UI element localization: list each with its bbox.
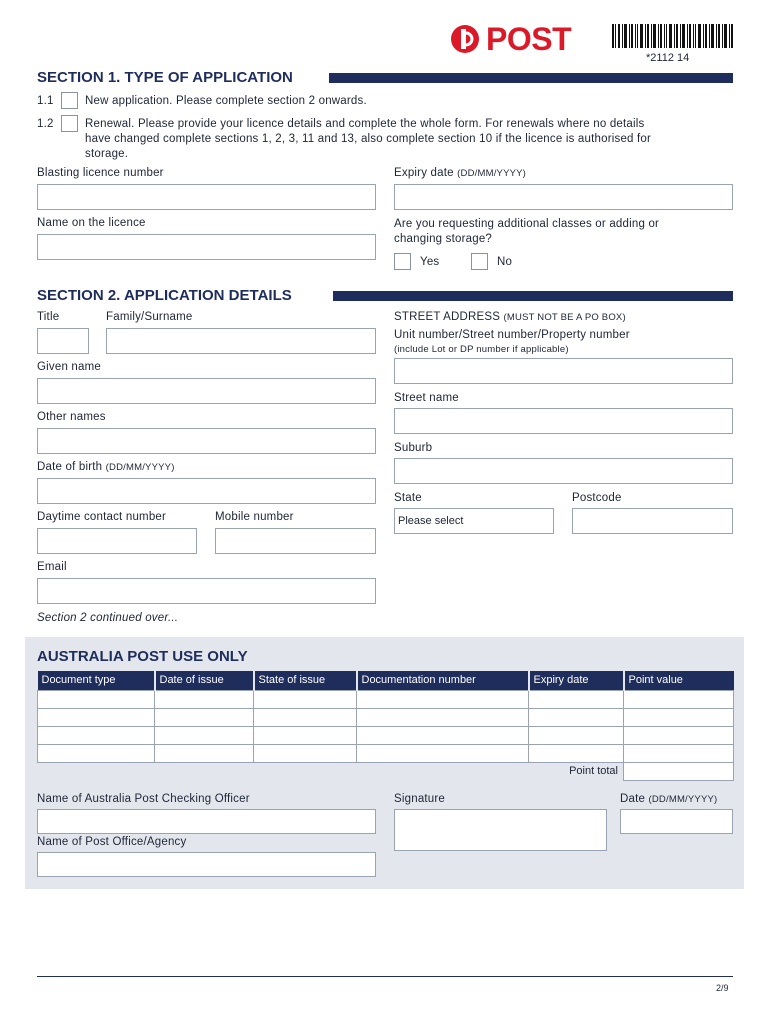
table-cell[interactable] xyxy=(155,726,254,744)
daytime-contact-label: Daytime contact number xyxy=(37,511,167,523)
checking-officer-field[interactable] xyxy=(37,809,376,834)
title-label: Title xyxy=(37,311,60,323)
other-names-field[interactable] xyxy=(37,428,376,454)
col-date-of-issue: Date of issue xyxy=(155,671,254,690)
post-logo-icon xyxy=(450,24,482,54)
table-cell[interactable] xyxy=(624,708,734,726)
barcode xyxy=(612,24,733,48)
table-cell[interactable] xyxy=(357,708,529,726)
table-row xyxy=(38,744,734,762)
form-code: *2112 14 xyxy=(646,52,690,64)
table-cell[interactable] xyxy=(624,690,734,708)
state-select[interactable] xyxy=(394,508,554,534)
table-cell[interactable] xyxy=(529,726,624,744)
option-1-2-line2: have changed complete sections 1, 2, 3, 11 and 13, also complete section 10 if the licence is authorised for xyxy=(85,133,652,145)
suburb-field[interactable] xyxy=(394,458,733,484)
renewal-checkbox[interactable] xyxy=(61,115,78,132)
surname-label: Family/Surname xyxy=(106,311,193,323)
point-total-field[interactable] xyxy=(624,762,734,780)
table-cell[interactable] xyxy=(529,690,624,708)
document-table-header xyxy=(38,671,734,690)
dob-label: Date of birth (DD/MM/YYYY) xyxy=(37,461,175,473)
postcode-label: Postcode xyxy=(572,492,622,504)
state-select-value: Please select xyxy=(398,515,464,527)
option-1-2-number: 1.2 xyxy=(37,118,54,130)
table-cell[interactable] xyxy=(254,690,357,708)
table-cell[interactable] xyxy=(357,726,529,744)
expiry-date-field[interactable] xyxy=(394,184,733,210)
signature-field[interactable] xyxy=(394,809,607,851)
postcode-field[interactable] xyxy=(572,508,733,534)
section1-title: SECTION 1. TYPE OF APPLICATION xyxy=(37,69,293,86)
table-cell[interactable] xyxy=(38,726,155,744)
logo-text: POST xyxy=(486,21,572,57)
footer-rule xyxy=(37,976,733,977)
col-state-of-issue: State of issue xyxy=(254,671,357,690)
additional-question-line2: changing storage? xyxy=(394,233,493,245)
table-cell[interactable] xyxy=(38,690,155,708)
name-on-licence-label: Name on the licence xyxy=(37,217,146,229)
other-names-label: Other names xyxy=(37,411,106,423)
yes-checkbox[interactable] xyxy=(394,253,411,270)
title-field[interactable] xyxy=(37,328,89,354)
table-cell[interactable] xyxy=(155,690,254,708)
officer-date-format: (DD/MM/YYYY) xyxy=(648,794,718,805)
dob-format: (DD/MM/YYYY) xyxy=(105,462,175,473)
table-cell[interactable] xyxy=(155,744,254,762)
street-address-note: (MUST NOT BE A PO BOX) xyxy=(503,312,626,323)
option-1-1-text: New application. Please complete section 2 onwards. xyxy=(85,95,367,107)
suburb-label: Suburb xyxy=(394,442,433,454)
street-address-heading: STREET ADDRESS (MUST NOT BE A PO BOX) xyxy=(394,311,626,323)
table-cell[interactable] xyxy=(529,744,624,762)
checking-officer-label: Name of Australia Post Checking Officer xyxy=(37,793,250,805)
officer-date-field[interactable] xyxy=(620,809,733,834)
table-cell[interactable] xyxy=(357,744,529,762)
section2-title: SECTION 2. APPLICATION DETAILS xyxy=(37,287,292,304)
point-total-row xyxy=(38,762,734,780)
table-row xyxy=(38,726,734,744)
post-office-field[interactable] xyxy=(37,852,376,877)
yes-label: Yes xyxy=(420,256,440,268)
table-cell[interactable] xyxy=(624,744,734,762)
email-field[interactable] xyxy=(37,578,376,604)
page-number: 2/9 xyxy=(716,983,729,993)
blasting-licence-field[interactable] xyxy=(37,184,376,210)
table-cell[interactable] xyxy=(38,708,155,726)
email-label: Email xyxy=(37,561,67,573)
street-name-label: Street name xyxy=(394,392,459,404)
table-cell[interactable] xyxy=(155,708,254,726)
mobile-field[interactable] xyxy=(215,528,376,554)
table-cell[interactable] xyxy=(254,726,357,744)
table-row xyxy=(38,690,734,708)
given-name-field[interactable] xyxy=(37,378,376,404)
col-documentation-number: Documentation number xyxy=(357,671,529,690)
section2-bar xyxy=(333,291,733,301)
table-cell[interactable] xyxy=(529,708,624,726)
no-label: No xyxy=(497,256,513,268)
col-expiry-date: Expiry date xyxy=(529,671,624,690)
option-1-1-number: 1.1 xyxy=(37,95,54,107)
table-cell[interactable] xyxy=(254,708,357,726)
option-1-2-line1: Renewal. Please provide your licence details and complete the whole form. For renewals where no details xyxy=(85,118,645,130)
expiry-date-label: Expiry date (DD/MM/YYYY) xyxy=(394,167,527,179)
table-row xyxy=(38,708,734,726)
point-total-label: Point total xyxy=(569,765,618,778)
expiry-date-format: (DD/MM/YYYY) xyxy=(457,168,527,179)
col-document-type: Document type xyxy=(38,671,155,690)
section2-continued: Section 2 continued over... xyxy=(37,612,179,624)
surname-field[interactable] xyxy=(106,328,376,354)
blasting-licence-label: Blasting licence number xyxy=(37,167,164,179)
signature-label: Signature xyxy=(394,793,446,805)
table-cell[interactable] xyxy=(357,690,529,708)
col-point-value: Point value xyxy=(624,671,734,690)
section1-bar xyxy=(329,73,733,83)
state-label: State xyxy=(394,492,422,504)
post-use-only-title: AUSTRALIA POST USE ONLY xyxy=(37,648,248,665)
name-on-licence-field[interactable] xyxy=(37,234,376,260)
option-1-2-line3: storage. xyxy=(85,148,129,160)
table-cell[interactable] xyxy=(254,744,357,762)
additional-question-line1: Are you requesting additional classes or adding or xyxy=(394,218,660,230)
mobile-label: Mobile number xyxy=(215,511,294,523)
given-name-label: Given name xyxy=(37,361,102,373)
post-office-label: Name of Post Office/Agency xyxy=(37,836,187,848)
australia-post-logo xyxy=(450,21,572,57)
dob-field[interactable] xyxy=(37,478,376,504)
unit-number-note: (include Lot or DP number if applicable) xyxy=(394,344,569,355)
table-cell[interactable] xyxy=(624,726,734,744)
daytime-contact-field[interactable] xyxy=(37,528,197,554)
new-application-checkbox[interactable] xyxy=(61,92,78,109)
officer-date-label: Date (DD/MM/YYYY) xyxy=(620,793,718,805)
unit-number-field[interactable] xyxy=(394,358,733,384)
document-table xyxy=(37,671,734,781)
no-checkbox[interactable] xyxy=(471,253,488,270)
table-cell[interactable] xyxy=(38,744,155,762)
street-name-field[interactable] xyxy=(394,408,733,434)
unit-number-label: Unit number/Street number/Property number xyxy=(394,329,630,341)
